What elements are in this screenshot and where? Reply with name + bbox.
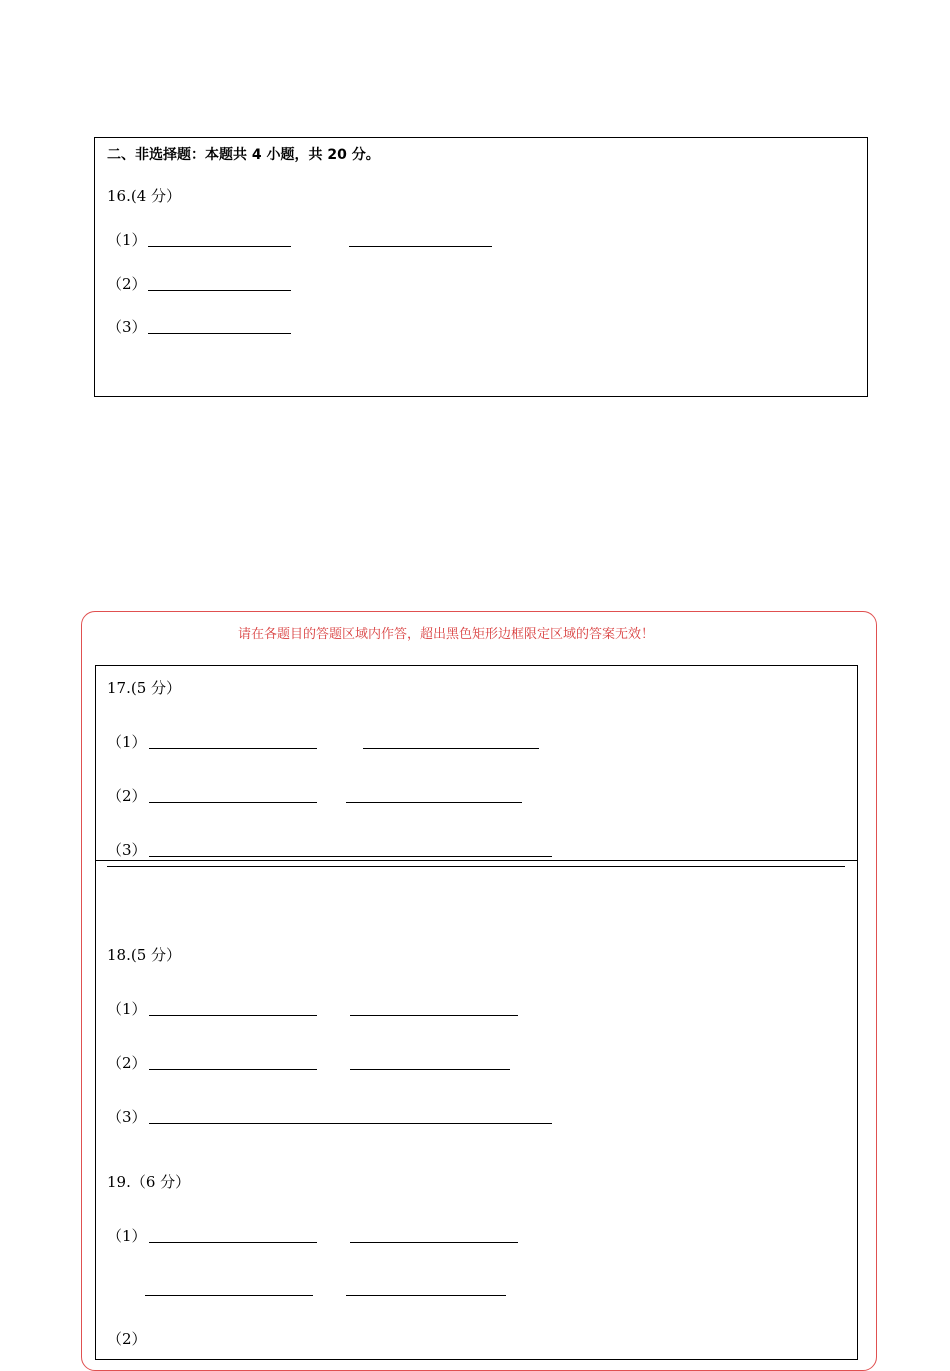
q19-part1-blank-c[interactable] [145, 1295, 313, 1296]
q17-part2-blank-b[interactable] [346, 802, 522, 803]
q16-part1-label: （1） [107, 231, 147, 249]
q18-part1-blank-b[interactable] [350, 1015, 518, 1016]
q17-part1-label: （1） [107, 733, 147, 751]
q16-part2-blank[interactable] [148, 290, 291, 291]
q17-part2-blank-a[interactable] [149, 802, 317, 803]
q17-answer-box [95, 665, 858, 861]
q17-part1-blank-b[interactable] [363, 748, 539, 749]
q16-part1-blank-a[interactable] [148, 246, 291, 247]
q17-part3-blank[interactable] [149, 856, 552, 857]
q16-title: 16.(4 分） [107, 187, 182, 205]
q18-part2-label: （2） [107, 1054, 147, 1072]
q17-part1-blank-a[interactable] [149, 748, 317, 749]
q18-title: 18.(5 分） [107, 946, 182, 964]
q18-q19-answer-box [95, 860, 858, 1360]
q16-part3-blank[interactable] [148, 333, 291, 334]
q19-part1-label: （1） [107, 1227, 147, 1245]
separator-line [107, 866, 845, 867]
q18-part2-blank-b[interactable] [350, 1069, 510, 1070]
q16-answer-box [94, 137, 868, 397]
q19-part1-blank-d[interactable] [346, 1295, 506, 1296]
q19-part1-blank-b[interactable] [350, 1242, 518, 1243]
q19-part1-blank-a[interactable] [149, 1242, 317, 1243]
section-heading: 二、非选择题：本题共 4 小题，共 20 分。 [107, 147, 380, 163]
q16-part2-label: （2） [107, 275, 147, 293]
answer-area-notice: 请在各题目的答题区域内作答，超出黑色矩形边框限定区域的答案无效！ [238, 627, 655, 642]
q17-part3-label: （3） [107, 841, 147, 859]
q16-part3-label: （3） [107, 318, 147, 336]
q18-part1-blank-a[interactable] [149, 1015, 317, 1016]
q18-part3-blank[interactable] [149, 1123, 552, 1124]
q17-title: 17.(5 分） [107, 679, 182, 697]
q16-part1-blank-b[interactable] [349, 246, 492, 247]
q18-part2-blank-a[interactable] [149, 1069, 317, 1070]
q19-title: 19.（6 分） [107, 1173, 191, 1191]
q19-part2-label: （2） [107, 1330, 147, 1348]
q18-part1-label: （1） [107, 1000, 147, 1018]
q17-part2-label: （2） [107, 787, 147, 805]
q18-part3-label: （3） [107, 1108, 147, 1126]
